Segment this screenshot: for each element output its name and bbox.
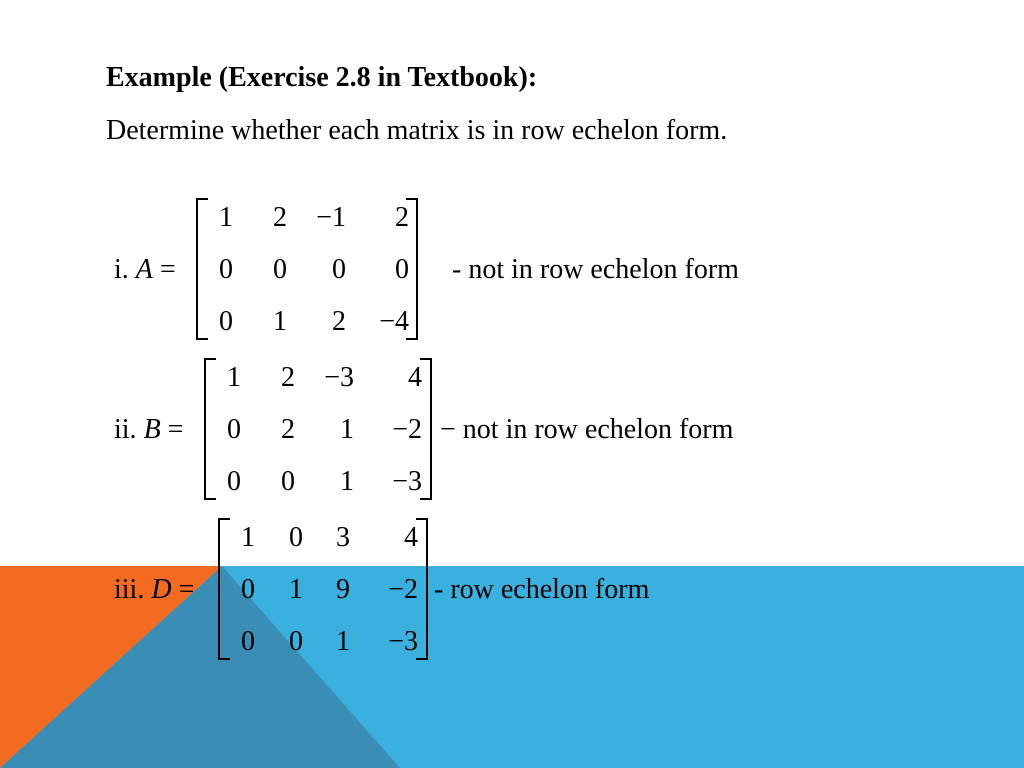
verdict-note: − not in row echelon form [440, 414, 734, 445]
matrix-cell: 1 [336, 626, 350, 657]
matrix-cell: 1 [340, 466, 354, 497]
matrix-cell: 0 [219, 306, 233, 337]
matrix-cell: 0 [332, 254, 346, 285]
problem-numeral: iii. [114, 574, 145, 605]
equals-sign: = [167, 414, 184, 445]
matrix-cell: 0 [227, 414, 241, 445]
problem-label [114, 576, 194, 604]
matrix-cell: 0 [289, 626, 303, 657]
matrix-cell: 2 [281, 414, 295, 445]
matrix-name: A [135, 254, 153, 285]
matrix-name: B [143, 414, 161, 445]
matrix-a [196, 198, 418, 340]
matrix-cell: 0 [241, 574, 255, 605]
matrix-cell: 1 [241, 522, 255, 553]
matrix-cell: −2 [392, 414, 422, 445]
matrix-cell: 2 [332, 306, 346, 337]
matrix-cell: 1 [340, 414, 354, 445]
problem-label [114, 416, 183, 444]
matrix-cell: −3 [324, 362, 354, 393]
matrix-name: D [151, 574, 172, 605]
matrix-b [204, 358, 432, 500]
matrix-cell: 2 [395, 202, 409, 233]
matrix-cell: −1 [316, 202, 346, 233]
verdict-note: - not in row echelon form [452, 254, 739, 285]
equals-sign: = [178, 574, 195, 605]
matrix-cell: 1 [289, 574, 303, 605]
matrix-cell: −2 [388, 574, 418, 605]
matrix-cell: 0 [273, 254, 287, 285]
matrix-cell: 1 [219, 202, 233, 233]
matrix-cell: 0 [219, 254, 233, 285]
matrix-cell: 9 [336, 574, 350, 605]
problem-numeral: ii. [114, 414, 137, 445]
matrix-cell: 2 [273, 202, 287, 233]
matrix-cell: 1 [227, 362, 241, 393]
matrix-cell: 4 [404, 522, 418, 553]
matrix-cell: 0 [289, 522, 303, 553]
slide-heading: Example (Exercise 2.8 in Textbook): [106, 62, 538, 93]
matrix-d [218, 518, 428, 660]
matrix-cell: 0 [395, 254, 409, 285]
matrix-cell: 0 [241, 626, 255, 657]
matrix-cell: −3 [392, 466, 422, 497]
matrix-cell: 1 [273, 306, 287, 337]
problem-label [114, 256, 176, 284]
matrix-cell: −3 [388, 626, 418, 657]
matrix-cell: 3 [336, 522, 350, 553]
matrix-cell: 0 [281, 466, 295, 497]
matrix-cell: 0 [227, 466, 241, 497]
equals-sign: = [159, 254, 176, 285]
verdict-note: - row echelon form [434, 574, 650, 605]
matrix-cell: −4 [379, 306, 409, 337]
matrix-cell: 4 [408, 362, 422, 393]
instruction-text: Determine whether each matrix is in row echelon form. [106, 115, 728, 146]
matrix-cell: 2 [281, 362, 295, 393]
problem-numeral: i. [114, 254, 129, 285]
